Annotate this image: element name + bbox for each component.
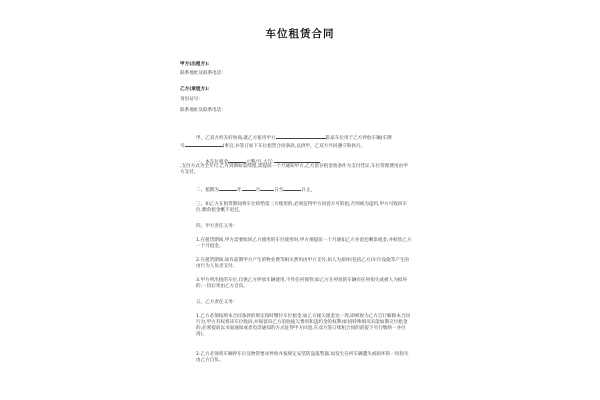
clause-2-text-e: 日止。	[301, 188, 316, 193]
contract-title: 车位租赁合同	[265, 28, 335, 40]
intro-text-1: 甲、乙双方经友好协商,就乙方租用甲方	[196, 136, 276, 141]
party-a-label: 甲方(出租方):	[180, 62, 210, 67]
party-b-label: 乙方(承租方):	[180, 87, 210, 92]
clause-1-text: 一、本车位租金	[196, 160, 229, 165]
intro-line-2	[180, 142, 365, 150]
blank-field	[260, 186, 274, 191]
blank-field	[219, 186, 237, 191]
party-b-contact: 联系地址及联系电话:	[180, 108, 223, 113]
clause-4-item-1: 1.在租赁期间,甲方需要收回乙方使用的车位使用时,甲方须提前一个月通知乙方并退还剩余租金,并赔偿乙方一个月租金。	[196, 238, 412, 249]
blank-field	[228, 158, 246, 163]
intro-text-2: 私家车位用于乙方停放车辆(车牌	[325, 136, 392, 141]
clause-2-text-a: 二、租期为	[196, 188, 219, 193]
clause-2-text-c: 月	[255, 188, 261, 193]
party-b-id: 身份证号:	[180, 97, 200, 102]
blank-field	[242, 186, 256, 191]
blank-field	[276, 134, 326, 139]
clause-2-text-d: 日至	[274, 188, 284, 193]
intro-text-3: 号	[180, 144, 185, 149]
blank-field	[283, 186, 301, 191]
clause-5-title: 五、乙方责任义务:	[196, 300, 235, 305]
clause-5-item-2: 2.乙方必须将车辆停车位及物管要求停放并按规定安装防盗报警器,如发生任何车辆遭失或损坏的一切损失由乙方自负。	[196, 352, 409, 363]
clause-1-text-b: 元整/月,大写:	[246, 160, 274, 165]
clause-3-text: 三、如乙方在租赁期间将车位转给第三方使用的,必须征得甲方同意方可转租,否则视为违约,甲方可收回车位,剩余租金概不退还。	[196, 202, 408, 213]
clause-4-title: 四、甲方责任义务:	[196, 224, 235, 229]
blank-field	[274, 158, 320, 163]
clause-5-item-1: 1.乙方必须按照本合同条款的规定按时缴付车位租金,如乙方拖欠租金达一周,即被视为乙方自行解除本合同行为,甲方有权将该车位收回,并保留向乙方追收拖欠费用和违约金的权利(如因特殊情况未能如期交付租金的,必须提前以书面通知或者电话通知的方式征得甲方同意,在双方签订续租合同的前提下另行缴纳一并付清)。	[196, 314, 411, 337]
clause-4-item-2: 2.在租赁期间,如有前期甲方产生的物业费等相关费用由甲方支付,如人为损坏(包括乙方)车位设施等产生的由行为人负责支付。	[196, 258, 410, 269]
clause-4-item-3: 3.甲方所出租的车位,仅供乙方停放车辆使用,不作任何保管;如乙方在停放的车辆有任何损失或被人为损坏的,一切后果由乙方自负。	[196, 278, 407, 289]
intro-line-1	[196, 134, 392, 142]
blank-field	[185, 142, 223, 147]
clause-2-line	[196, 186, 315, 194]
clause-1-text-c: ,支付方式为全年付,乙方到期如需续租,需提前一个月通知甲方,乙方留存租金收条作为支付凭证,车位管理费用由甲方支付。	[180, 164, 408, 175]
party-a-contact: 联系地址及联系电话:	[180, 71, 223, 76]
clause-2-text-b: 年	[236, 188, 242, 193]
intro-text-4: )事宜,并签订如下车位租赁合同条款,以供甲、乙双方共同遵守和执行。	[222, 144, 366, 149]
